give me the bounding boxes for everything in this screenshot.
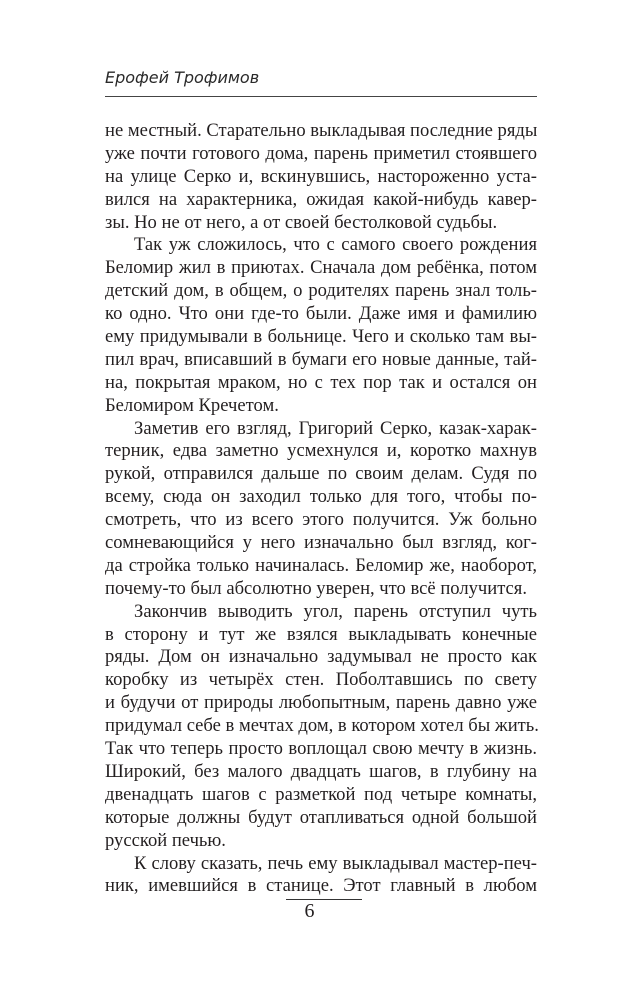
text-line: Беломир жил в приютах. Сначала дом ребёнка, потом [105,257,537,279]
text-line: К слову сказать, печь ему выкладывал мастер-печ- [134,852,537,874]
running-header-author: Ерофей Трофимов [105,68,260,87]
page-number: 6 [304,900,315,922]
text-line: Заметив его взгляд, Григорий Серко, казак-харак- [134,417,537,439]
text-line: коробку из четырёх стен. Поболтавшись по свету [105,669,537,691]
text-line: терник, едва заметно усмехнулся и, коротко махнув [105,440,537,462]
text-line: в сторону и тут же взялся выкладывать конечные [105,623,537,645]
paragraph [105,418,537,601]
paragraph [105,234,537,417]
text-line: уже почти готового дома, парень приметил стоявшего [105,142,537,164]
paragraph [105,853,537,899]
text-line: Так уж сложилось, что с самого своего рождения [134,234,537,256]
paragraph [105,120,537,234]
text-line: которые должны будут отапливаться одной большой [105,806,537,828]
text-line: не местный. Старательно выкладывая последние ряды [105,120,538,141]
text-line: Так что теперь просто воплощал свою мечту в жизнь. [105,738,537,760]
text-line: русской печью. [105,829,226,851]
text-line: детский дом, в общем, о родителях парень знал толь- [105,280,537,302]
text-line: Беломиром Кречетом. [105,394,279,416]
text-line: придумал себе в мечтах дом, в котором хотел бы жить. [105,715,539,737]
text-line: и будучи от природы любопытным, парень давно уже [105,692,537,714]
text-line: ему придумывали в больнице. Чего и сколько там вы- [105,326,537,348]
page-body-text [105,120,537,898]
text-line: пил врач, вписавший в бумаги его новые данные, тай- [105,348,537,370]
text-line: сомневающийся у него изначально был взгляд, ког- [105,532,537,554]
text-line: да стройка только начиналась. Беломир же, наоборот, [105,554,537,576]
text-line: всему, сюда он заходил только для того, чтобы по- [105,486,537,508]
text-line: Закончив выводить угол, парень отступил чуть [134,600,537,622]
text-line: смотреть, что из всего этого получится. Уж больно [105,509,537,531]
text-line: ко одно. Что они где-то были. Даже имя и фамилию [105,303,537,325]
text-line: ник, имевшийся в станице. Этот главный в любом [105,875,537,897]
text-line: вился на характерника, ожидая какой-нибудь кавер- [105,188,537,210]
text-line: Широкий, без малого двадцать шагов, в глубину на [105,760,537,782]
text-line: рукой, отправился дальше по своим делам. Судя по [105,463,537,485]
text-line: двенадцать шагов с разметкой под четыре комнаты, [105,783,537,805]
paragraph [105,601,537,853]
text-line: зы. Но не от него, а от своей бестолковой судьбы. [105,211,498,233]
text-line: на улице Серко и, вскинувшись, настороженно уста- [105,165,537,187]
header-divider [105,96,537,97]
text-line: почему-то был абсолютно уверен, что всё получится. [105,577,527,599]
text-line: ряды. Дом он изначально задумывал не просто как [105,646,537,668]
text-line: на, покрытая мраком, но с тех пор так и остался он [105,371,537,393]
